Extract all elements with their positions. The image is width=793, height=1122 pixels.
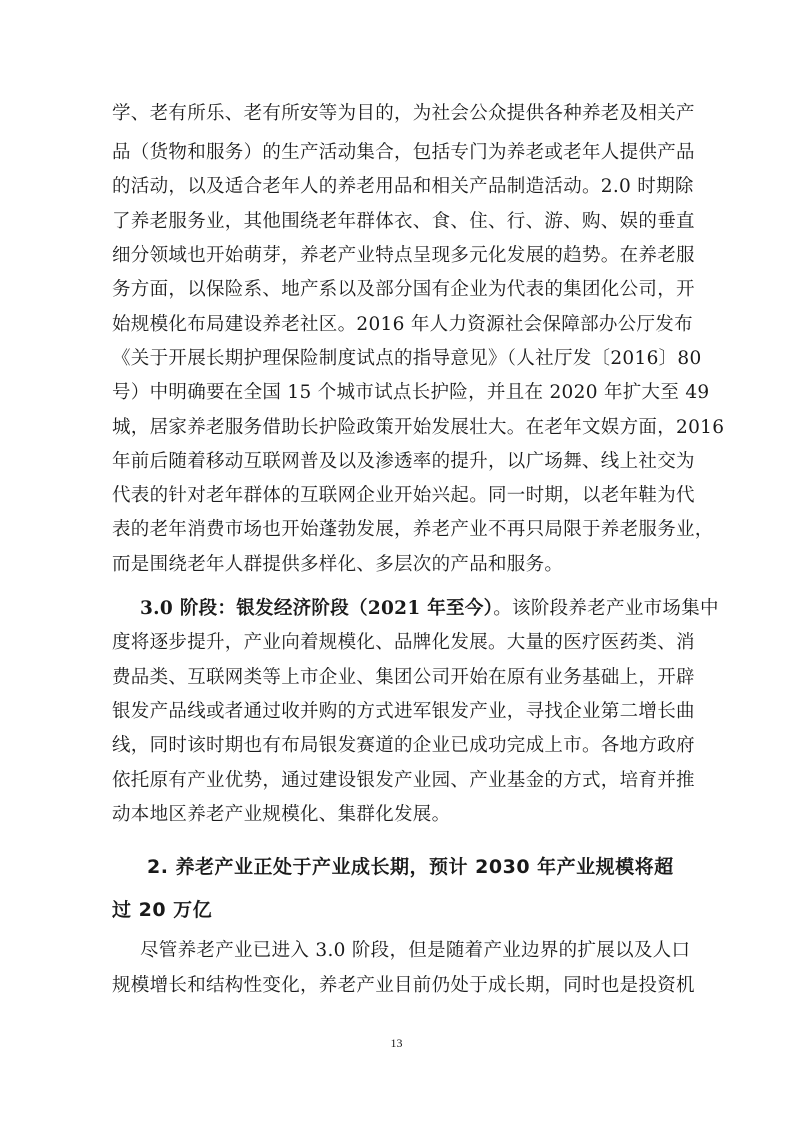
stage-title: 3.0 阶段：银发经济阶段（2021 年至今）	[140, 598, 494, 619]
text-line: 度将逐步提升，产业向着规模化、品牌化发展。大量的医疗医药类、消	[112, 632, 695, 653]
text-line: 细分领域也开始萌芽，养老产业特点呈现多元化发展的趋势。在养老服	[112, 245, 695, 266]
text-line: 始规模化布局建设养老社区。2016 年人力资源社会保障部办公厅发布	[112, 314, 693, 335]
text-line: 学、老有所乐、老有所安等为目的，为社会公众提供各种养老及相关产	[112, 103, 695, 124]
page-number: 13	[390, 1036, 403, 1050]
text-line: 表的老年消费市场也开始蓬勃发展，养老产业不再只局限于养老服务业，	[112, 519, 714, 540]
heading-line: 2. 养老产业正处于产业成长期，预计 2030 年产业规模将超	[147, 856, 674, 878]
text-line: 《关于开展长期护理保险制度试点的指导意见》（人社厅发〔2016〕80	[112, 348, 702, 369]
text-line	[140, 597, 719, 621]
text-line: 规模增长和结构性变化，养老产业目前仍处于成长期，同时也是投资机	[112, 975, 695, 996]
text-line: 依托原有产业优势，通过建设银发产业园、产业基金的方式，培育并推	[112, 770, 695, 791]
text-line: 的活动，以及适合老年人的养老用品和相关产品制造活动。2.0 时期除	[112, 176, 694, 197]
text-line: 号）中明确要在全国 15 个城市试点长护险，并且在 2020 年扩大至 49	[112, 382, 710, 403]
text-line: 品（货物和服务）的生产活动集合，包括专门为养老或老年人提供产品	[112, 142, 695, 163]
text-line: 线，同时该时期也有布局银发赛道的企业已成功完成上市。各地方政府	[112, 735, 695, 756]
text-line: 了养老服务业，其他围绕老年群体衣、食、住、行、游、购、娱的垂直	[112, 211, 695, 232]
text-line: 代表的针对老年群体的互联网企业开始兴起。同一时期，以老年鞋为代	[112, 485, 695, 506]
text-run: 。该阶段养老产业市场集中	[493, 598, 719, 619]
text-line: 年前后随着移动互联网普及以及渗透率的提升，以广场舞、线上社交为	[112, 451, 695, 472]
text-line: 动本地区养老产业规模化、集群化发展。	[112, 804, 451, 825]
text-line: 银发产品线或者通过收并购的方式进军银发产业，寻找企业第二增长曲	[112, 701, 695, 722]
text-line: 务方面，以保险系、地产系以及部分国有企业为代表的集团化公司，开	[112, 279, 695, 300]
text-line: 费品类、互联网类等上市企业、集团公司开始在原有业务基础上，开辟	[112, 667, 695, 688]
text-line: 尽管养老产业已进入 3.0 阶段，但是随着产业边界的扩展以及人口	[140, 940, 691, 961]
text-line: 而是围绕老年人群提供多样化、多层次的产品和服务。	[112, 554, 564, 575]
heading-line: 过 20 万亿	[112, 899, 213, 921]
text-line: 城，居家养老服务借助长护险政策开始发展壮大。在老年文娱方面，2016	[112, 417, 725, 438]
